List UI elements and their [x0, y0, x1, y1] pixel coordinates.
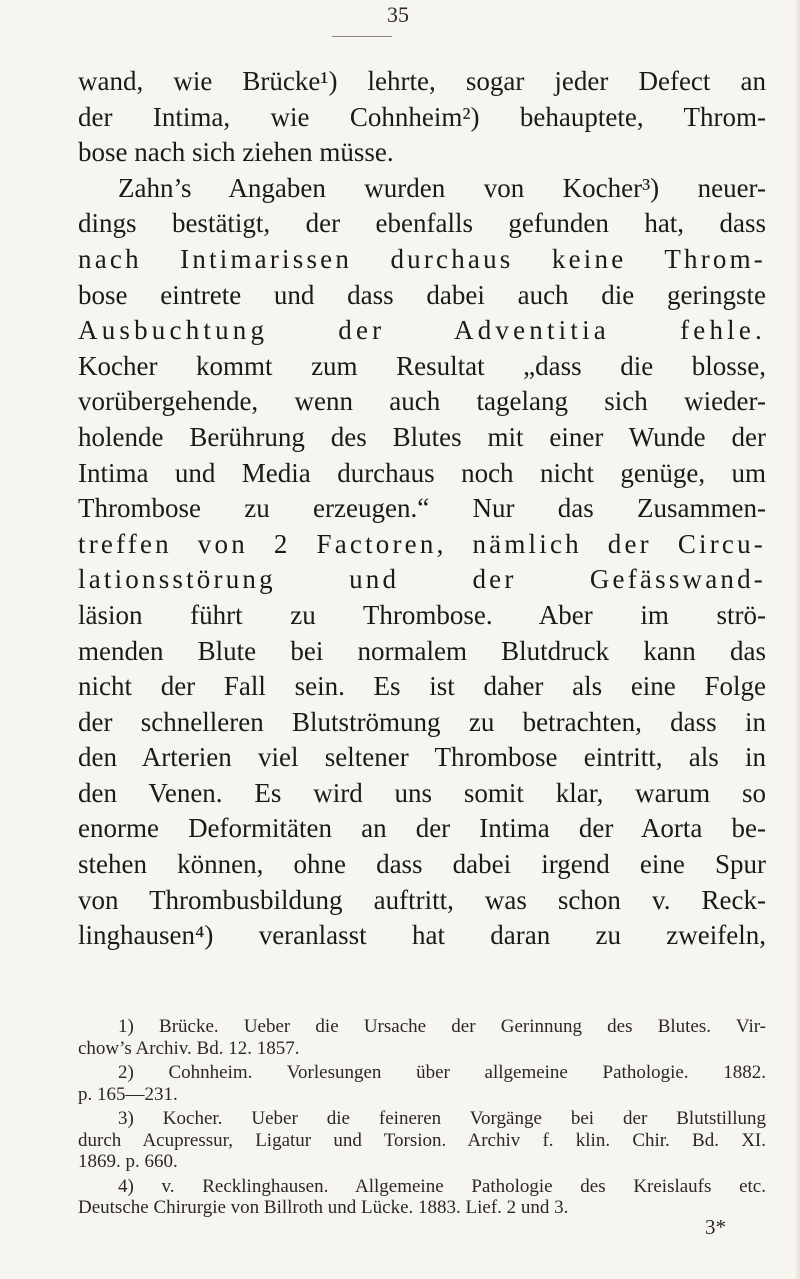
body-line: menden Blute bei normalem Blutdruck kann das: [78, 635, 766, 666]
body-line: den Arterien viel seltener Thrombose eintritt, als in: [78, 742, 766, 773]
footnote-line: 4) v. Recklinghausen. Allgemeine Pathologie des Kreislaufs etc.: [118, 1175, 766, 1197]
body-line: Zahn’s Angaben wurden von Kocher³) neuer-: [118, 172, 766, 203]
signature-mark: 3*: [705, 1215, 726, 1239]
body-line: bose nach sich ziehen müsse.: [78, 137, 394, 168]
body-line: enorme Deformitäten an der Intima der Aorta be-: [78, 813, 766, 844]
footnote-line: Deutsche Chirurgie von Billroth und Lücke. 1883. Lief. 2 und 3.: [78, 1197, 569, 1218]
footnote-line: 1) Brücke. Ueber die Ursache der Gerinnung des Blutes. Vir-: [118, 1016, 766, 1037]
footnote-3: [78, 1108, 766, 1173]
body-line: wand, wie Brücke¹) lehrte, sogar jeder Defect an: [78, 66, 766, 96]
body-line: linghausen⁴) veranlasst hat daran zu zweifeln,: [78, 920, 766, 951]
footnote-1: [78, 1016, 766, 1059]
body-line: nicht der Fall sein. Es ist daher als eine Folge: [78, 671, 766, 702]
body-line: Ausbuchtung der Adventitia fehle.: [78, 315, 766, 346]
footnote-line: 3) Kocher. Ueber die feineren Vorgänge bei der Blutstillung: [118, 1108, 766, 1129]
body-line: Intima und Media durchaus noch nicht genüge, um: [78, 457, 766, 488]
body-line: lationsstörung und der Gefässwand-: [78, 564, 766, 595]
body-line: stehen können, ohne dass dabei irgend eine Spur: [78, 849, 766, 880]
body-line: läsion führt zu Thrombose. Aber im strö-: [78, 599, 766, 630]
body-line: der schnelleren Blutströmung zu betrachten, dass in: [78, 706, 766, 737]
footnote-line: 2) Cohnheim. Vorlesungen über allgemeine Pathologie. 1882.: [118, 1062, 766, 1083]
body-line: Thrombose zu erzeugen.“ Nur das Zusammen-: [78, 493, 766, 524]
page-edge: [794, 0, 800, 1279]
footnote-line: durch Acupressur, Ligatur und Torsion. Archiv f. klin. Chir. Bd. XI.: [78, 1129, 766, 1151]
page-number: 35: [387, 2, 409, 27]
body-line: vorübergehende, wenn auch tagelang sich wieder-: [78, 386, 766, 417]
body-line: dings bestätigt, der ebenfalls gefunden hat, dass: [78, 208, 766, 239]
footnote-line: 1869. p. 660.: [78, 1151, 178, 1172]
body-line: bose eintrete und dass dabei auch die geringste: [78, 279, 766, 310]
body-text: [78, 64, 766, 954]
header-rule: [332, 36, 392, 37]
footnote-2: [78, 1062, 766, 1105]
body-line: der Intima, wie Cohnheim²) behauptete, Throm-: [78, 101, 766, 132]
body-line: treffen von 2 Factoren, nämlich der Circu-: [78, 528, 766, 559]
body-line: nach Intimarissen durchaus keine Throm-: [78, 243, 766, 274]
footnotes: [78, 1016, 766, 1222]
footnote-line: chow’s Archiv. Bd. 12. 1857.: [78, 1037, 300, 1059]
footnote-4: [78, 1176, 766, 1219]
footnote-line: p. 165—231.: [78, 1083, 178, 1105]
body-line: Kocher kommt zum Resultat „dass die blosse,: [78, 350, 766, 381]
body-line: den Venen. Es wird uns somit klar, warum so: [78, 777, 766, 808]
body-line: holende Berührung des Blutes mit einer Wunde der: [78, 421, 766, 452]
body-line: von Thrombusbildung auftritt, was schon v. Reck-: [78, 884, 766, 915]
